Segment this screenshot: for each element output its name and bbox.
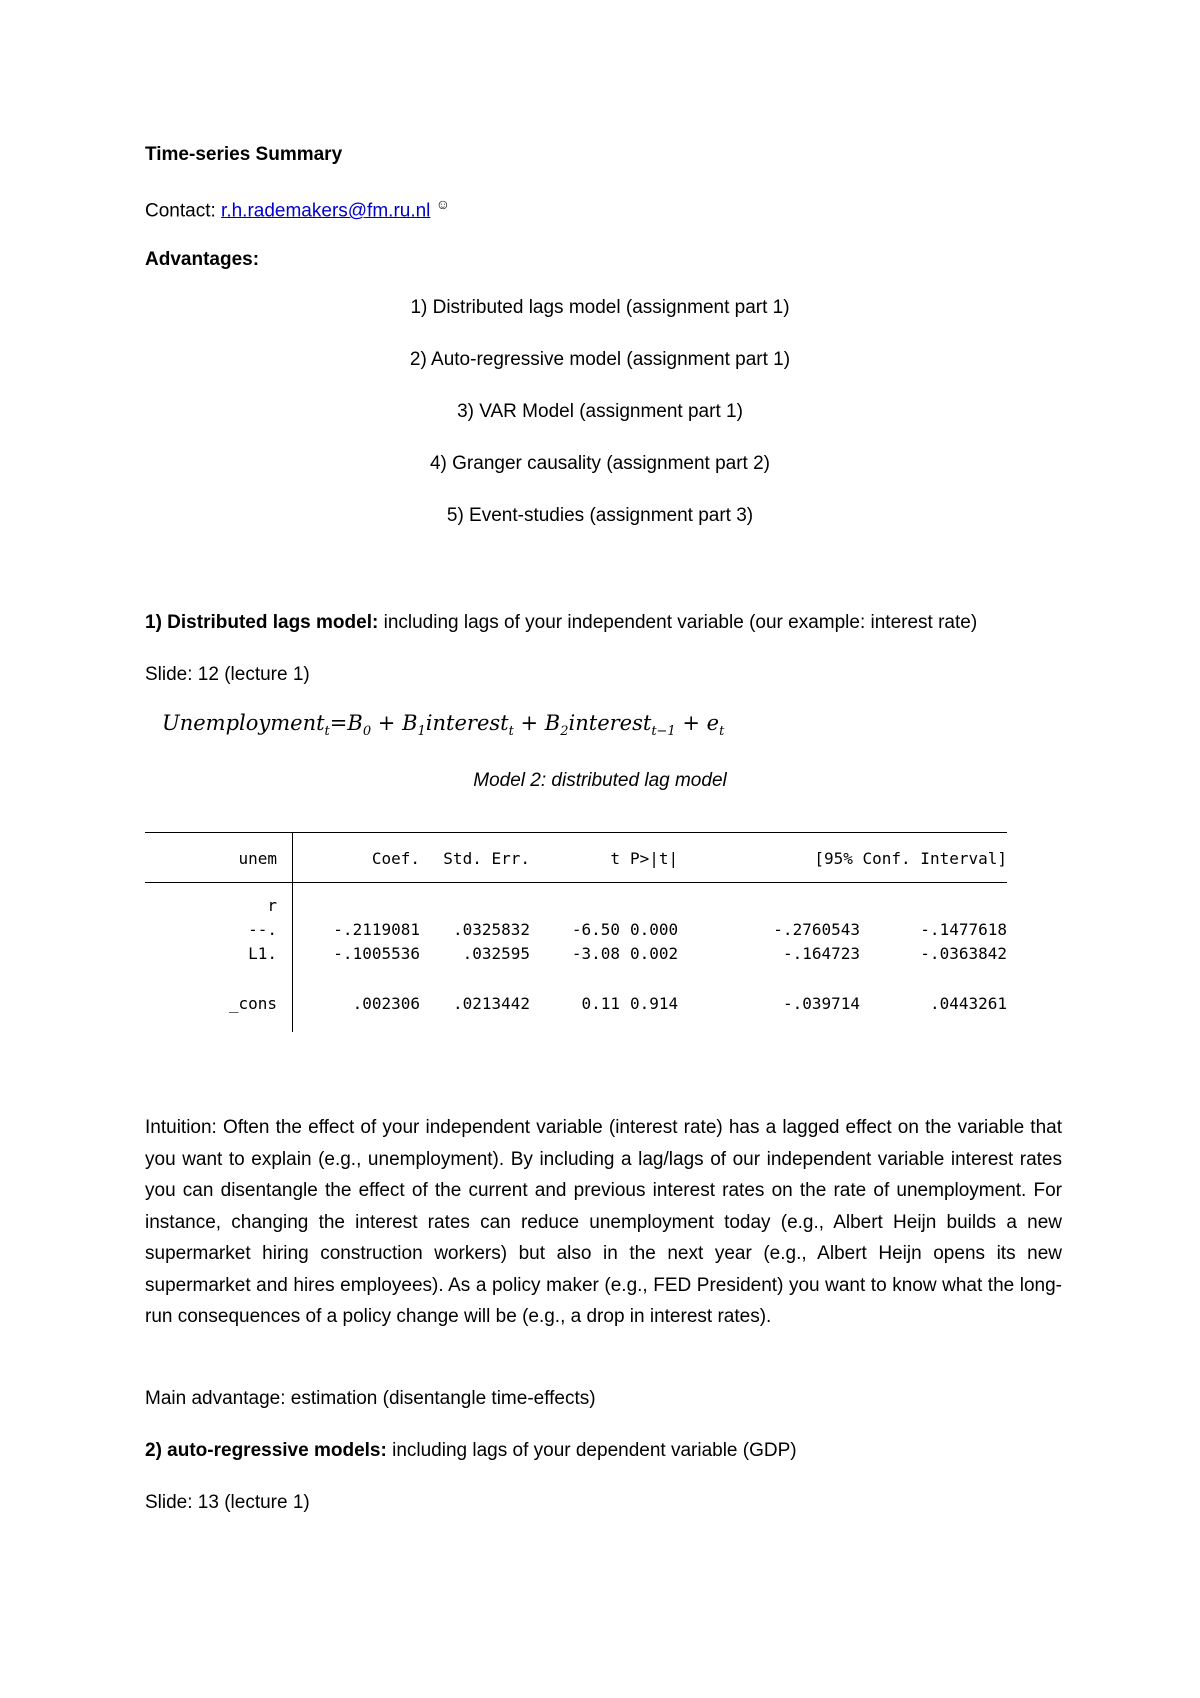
table-cell: -.2760543 [773, 920, 860, 939]
section1-heading [145, 612, 977, 634]
model-caption: Model 2: distributed lag model [473, 770, 727, 791]
contact-email-link[interactable]: r.h.rademakers@fm.ru.nl [221, 200, 431, 222]
table-cell: .032595 [462, 944, 530, 963]
table-cell: -.1477618 [920, 920, 1007, 939]
list-item: 1) Distributed lags model (assignment part 1) [410, 297, 790, 318]
table-group-row [145, 896, 1007, 918]
eq-sub: t [719, 724, 725, 740]
table-cell: -.1005536 [333, 944, 420, 963]
table-cell: _cons [228, 994, 277, 1013]
eq-error: e [706, 711, 720, 735]
eq-sub: t [324, 724, 330, 740]
table-cell: --. [248, 920, 277, 939]
section2-heading-rest: including lags of your dependent variable (GDP) [386, 1440, 797, 1461]
table-header: Coef. [371, 849, 420, 868]
table-row [145, 944, 1007, 966]
eq-lhs: Unemployment [162, 711, 325, 735]
section2-heading [145, 1440, 797, 1462]
table-header-row [145, 849, 1007, 871]
table-header: unem [238, 849, 277, 868]
list-item: 5) Event-studies (assignment part 3) [446, 505, 754, 526]
table-cell: 0.002 [630, 944, 679, 963]
eq-plus: + [377, 711, 403, 735]
smiley-icon: ☺ [435, 196, 450, 212]
section1-heading-rest: including lags of your independent variable (our example: interest rate) [378, 612, 978, 633]
document-title: Time-series Summary [145, 144, 343, 165]
table-cell: .002306 [352, 994, 420, 1013]
section2-slide-ref: Slide: 13 (lecture 1) [145, 1492, 310, 1513]
distributed-lag-equation [162, 711, 724, 739]
table-cell: .0443261 [929, 994, 1007, 1013]
advantages-list [0, 296, 1200, 556]
table-header: Std. Err. [443, 849, 530, 868]
eq-term: interest [425, 711, 509, 735]
eq-equals: = [329, 711, 348, 735]
eq-sub: 0 [362, 724, 372, 740]
table-cell: 0.000 [630, 920, 679, 939]
table-cell: 0.914 [630, 994, 679, 1013]
section1-heading-bold: 1) Distributed lags model: [145, 612, 379, 633]
table-cell: L1. [248, 944, 277, 963]
eq-b0: B [347, 711, 363, 735]
main-advantage: Main advantage: estimation (disentangle time-effects) [145, 1388, 596, 1409]
advantages-heading: Advantages: [145, 249, 260, 270]
section1-slide-ref: Slide: 12 (lecture 1) [145, 664, 310, 685]
table-cell: -.2119081 [333, 920, 420, 939]
eq-sub: t [508, 724, 514, 740]
eq-b2: B [544, 711, 561, 735]
list-item: 2) Auto-regressive model (assignment part 1) [409, 349, 791, 370]
list-item: 3) VAR Model (assignment part 1) [457, 401, 743, 422]
table-row [145, 920, 1007, 942]
eq-term: interest [568, 711, 652, 735]
list-item: 4) Granger causality (assignment part 2) [429, 453, 771, 474]
table-header: P>|t| [630, 849, 679, 868]
eq-sub: 2 [560, 724, 569, 740]
table-cell: .0213442 [452, 994, 530, 1013]
table-cell: -.0363842 [920, 944, 1007, 963]
eq-plus: + [682, 711, 707, 735]
table-cell: -3.08 [571, 944, 620, 963]
table-group-label: r [267, 896, 277, 915]
intuition-paragraph: Intuition: Often the effect of your independent variable (interest rate) has a lagged effect on the variable that you want to explain (e.g., unemployment). By including a lag/lags of our independent variable interest rates you can disentangle the effect of the current and previous interest rates on the rate of unemployment. For instance, changing the interest rates can reduce unemployment today (e.g., Albert Heijn builds a new supermarket hiring construction workers) but also in the next year (e.g., Albert Heijn opens its new supermarket and hires employees). As a policy maker (e.g., FED President) you want to know what the long-run consequences of a policy change will be (e.g., a drop in interest rates). [145, 1117, 1062, 1327]
table-cell: .0325832 [452, 920, 530, 939]
table-cell: 0.11 [581, 994, 620, 1013]
table-cell: -.039714 [782, 994, 860, 1013]
eq-b1: B [402, 711, 418, 735]
contact-label: Contact: [145, 200, 216, 222]
eq-sub: t−1 [651, 724, 676, 740]
table-row [145, 994, 1007, 1016]
eq-plus: + [520, 711, 545, 735]
section2-heading-bold: 2) auto-regressive models: [145, 1440, 387, 1461]
table-rule [145, 882, 1007, 883]
table-cell: -.164723 [782, 944, 860, 963]
contact-line [145, 196, 450, 222]
table-header: t [610, 849, 620, 868]
table-cell: -6.50 [571, 920, 620, 939]
table-header: [95% Conf. Interval] [814, 849, 1007, 868]
table-rule [145, 832, 1007, 833]
eq-sub: 1 [417, 724, 426, 740]
